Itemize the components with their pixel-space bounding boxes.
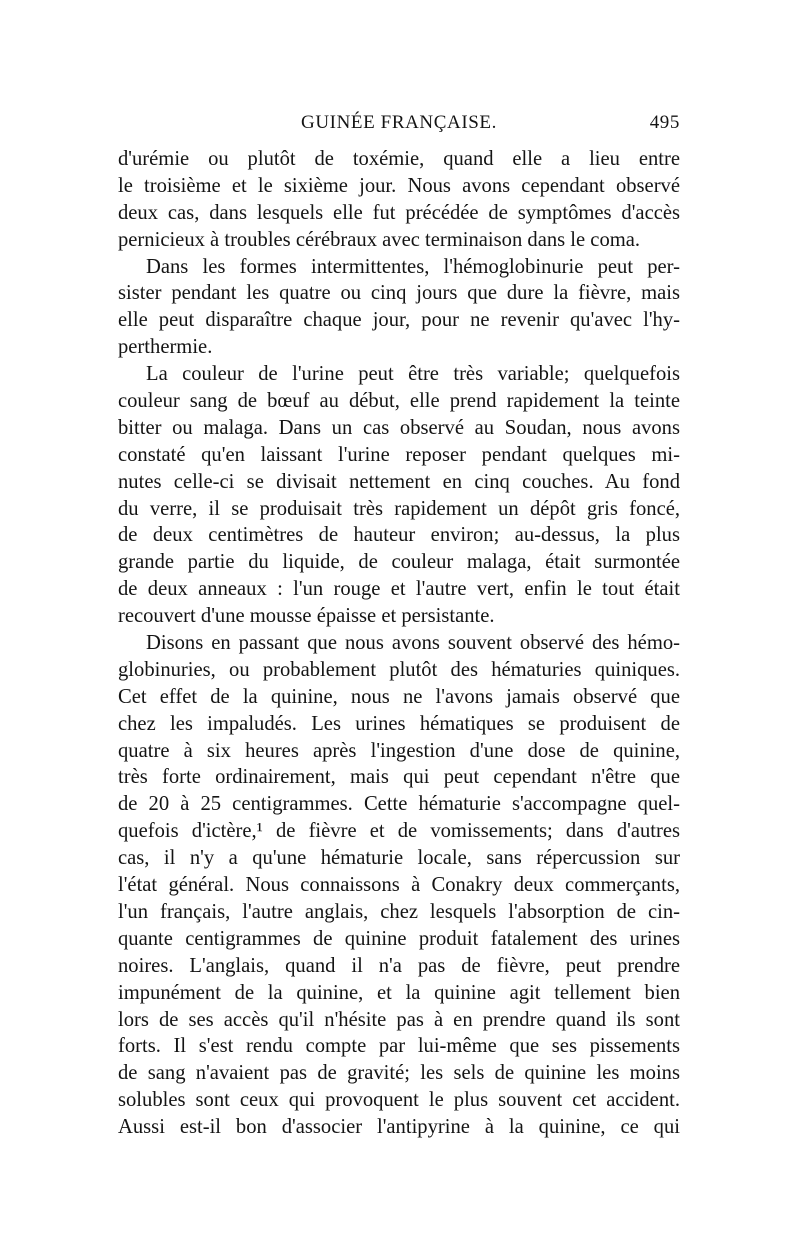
text-line: quefois d'ictère,¹ de fièvre et de vomissements; dans d'autres [118,820,680,843]
text-line: l'état général. Nous connaissons à Conakry deux commerçants, [118,874,680,897]
text-line: La couleur de l'urine peut être très variable; quelquefois [146,363,680,386]
text-line: d'urémie ou plutôt de toxémie, quand elle a lieu entre [118,148,680,170]
text-line: quatre à six heures après l'ingestion d'une dose de quinine, [118,739,680,762]
text-line: perthermie. [118,336,213,359]
text-line: de sang n'avaient pas de gravité; les sels de quinine les moins [118,1062,680,1085]
text-line: bitter ou malaga. Dans un cas observé au Soudan, nous avons [118,416,680,439]
text-line: Cet effet de la quinine, nous ne l'avons jamais observé que [118,685,680,708]
text-line: impunément de la quinine, et la quinine agit tellement bien [118,981,680,1004]
text-line: sister pendant les quatre ou cinq jours que dure la fièvre, mais [118,282,680,305]
text-line: constaté qu'en laissant l'urine reposer pendant quelques mi- [118,443,680,466]
text-line: de deux centimètres de hauteur environ; au-dessus, la plus [118,524,680,547]
text-line: cas, il n'y a qu'une hématurie locale, sans répercussion sur [118,847,680,870]
page-number: 495 [649,112,680,133]
text-line: forts. Il s'est rendu compte par lui-même que ses pissements [118,1035,680,1058]
text-line: Aussi est-il bon d'associer l'antipyrine à la quinine, ce qui [118,1116,680,1139]
text-line: chez les impaludés. Les urines hématiques se produisent de [118,712,680,735]
text-line: Disons en passant que nous avons souvent observé des hémo- [146,632,680,655]
running-title: GUINÉE FRANÇAISE. [301,112,497,133]
text-line: globinuries, ou probablement plutôt des hématuries quiniques. [118,658,680,681]
text-line: du verre, il se produisait très rapidement un dépôt gris foncé, [118,497,680,520]
text-line: de 20 à 25 centigrammes. Cette hématurie s'accompagne quel- [118,793,680,816]
text-line: pernicieux à troubles cérébraux avec terminaison dans le coma. [118,228,641,251]
text-line: noires. L'anglais, quand il n'a pas de fièvre, peut prendre [118,954,680,977]
text-line: recouvert d'une mousse épaisse et persistante. [118,605,495,628]
text-line: deux cas, dans lesquels elle fut précédée de symptômes d'accès [118,201,680,224]
text-line: elle peut disparaître chaque jour, pour ne revenir qu'avec l'hy- [118,309,680,332]
text-line: grande partie du liquide, de couleur malaga, était surmontée [118,551,680,574]
text-line: couleur sang de bœuf au début, elle prend rapidement la teinte [118,390,680,413]
text-line: le troisième et le sixième jour. Nous avons cependant observé [118,174,680,197]
text-line: Dans les formes intermittentes, l'hémoglobinurie peut per- [146,255,680,278]
text-line: lors de ses accès qu'il n'hésite pas à en prendre quand ils sont [118,1008,680,1031]
text-line: nutes celle-ci se divisait nettement en cinq couches. Au fond [118,470,680,493]
text-line: l'un français, l'autre anglais, chez lesquels l'absorption de cin- [118,900,680,923]
text-line: quante centigrammes de quinine produit fatalement des urines [118,927,680,950]
text-line: très forte ordinairement, mais qui peut cependant n'être que [118,766,680,789]
text-line: de deux anneaux : l'un rouge et l'autre vert, enfin le tout était [118,578,680,601]
body-text [118,146,680,1141]
running-header [118,112,680,142]
text-line: solubles sont ceux qui provoquent le plus souvent cet accident. [118,1089,680,1112]
